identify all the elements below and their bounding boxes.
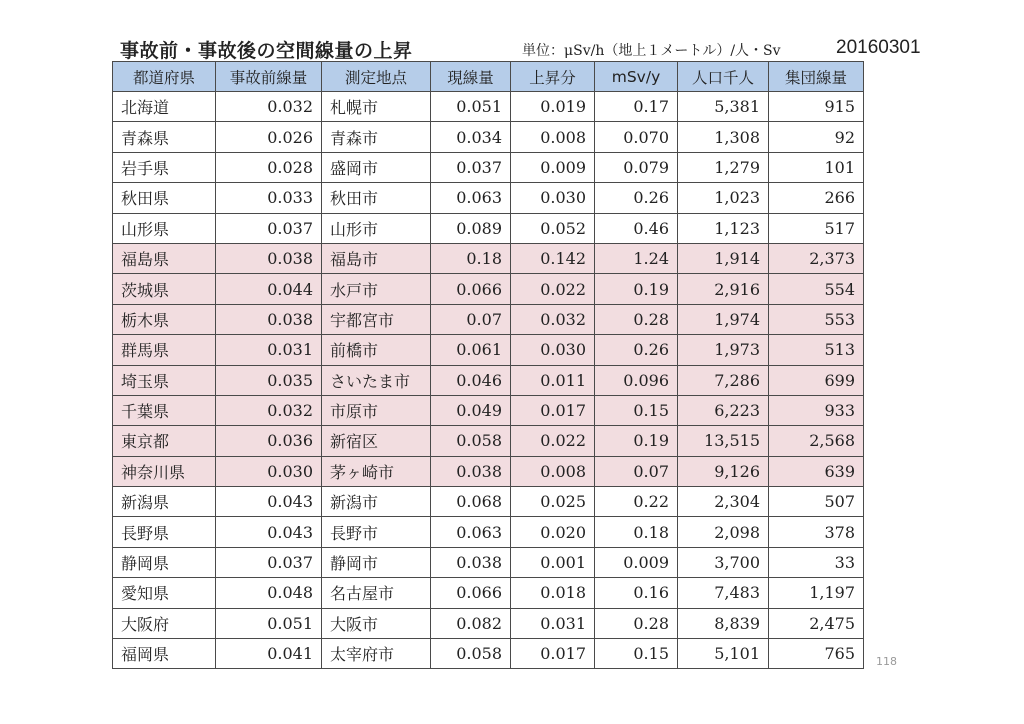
cell-current-dose: 0.038: [431, 456, 511, 486]
cell-before-dose: 0.031: [216, 335, 322, 365]
cell-site: 大阪市: [322, 608, 431, 638]
cell-population: 13,515: [678, 426, 769, 456]
cell-rise: 0.030: [511, 335, 595, 365]
cell-current-dose: 0.063: [431, 517, 511, 547]
cell-population: 5,101: [678, 639, 769, 669]
dose-table: [112, 61, 864, 669]
cell-before-dose: 0.037: [216, 213, 322, 243]
cell-before-dose: 0.043: [216, 517, 322, 547]
cell-rise: 0.025: [511, 487, 595, 517]
header-population: 人口千人: [678, 62, 769, 92]
cell-site: 山形市: [322, 213, 431, 243]
cell-population: 1,023: [678, 183, 769, 213]
header-prefecture: 都道府県: [113, 62, 216, 92]
unit-label: 単位：μSv/h（地上１メートル）/人・Sv: [522, 43, 781, 59]
cell-before-dose: 0.037: [216, 547, 322, 577]
cell-rise: 0.008: [511, 456, 595, 486]
cell-population: 1,123: [678, 213, 769, 243]
cell-population: 3,700: [678, 547, 769, 577]
cell-msv-per-year: 1.24: [595, 243, 678, 273]
cell-msv-per-year: 0.19: [595, 274, 678, 304]
cell-msv-per-year: 0.28: [595, 304, 678, 334]
cell-site: 前橋市: [322, 335, 431, 365]
cell-site: 秋田市: [322, 183, 431, 213]
cell-current-dose: 0.058: [431, 426, 511, 456]
cell-collective-dose: 553: [769, 304, 864, 334]
cell-prefecture: 千葉県: [113, 395, 216, 425]
cell-prefecture: 北海道: [113, 92, 216, 122]
cell-current-dose: 0.089: [431, 213, 511, 243]
cell-collective-dose: 554: [769, 274, 864, 304]
cell-current-dose: 0.061: [431, 335, 511, 365]
table-row: [113, 365, 864, 395]
cell-current-dose: 0.058: [431, 639, 511, 669]
cell-rise: 0.009: [511, 152, 595, 182]
cell-current-dose: 0.068: [431, 487, 511, 517]
cell-site: 茅ヶ崎市: [322, 456, 431, 486]
table-row: [113, 213, 864, 243]
cell-site: 青森市: [322, 122, 431, 152]
cell-before-dose: 0.032: [216, 92, 322, 122]
page-title: 事故前・事故後の空間線量の上昇: [120, 40, 413, 62]
table-row: [113, 578, 864, 608]
cell-collective-dose: 266: [769, 183, 864, 213]
cell-site: 札幌市: [322, 92, 431, 122]
table-body: [113, 92, 864, 669]
cell-before-dose: 0.028: [216, 152, 322, 182]
cell-rise: 0.022: [511, 274, 595, 304]
table-row: [113, 304, 864, 334]
cell-msv-per-year: 0.28: [595, 608, 678, 638]
cell-before-dose: 0.048: [216, 578, 322, 608]
cell-site: 市原市: [322, 395, 431, 425]
cell-prefecture: 静岡県: [113, 547, 216, 577]
cell-site: 宇都宮市: [322, 304, 431, 334]
cell-prefecture: 東京都: [113, 426, 216, 456]
cell-prefecture: 長野県: [113, 517, 216, 547]
cell-site: 盛岡市: [322, 152, 431, 182]
cell-site: 名古屋市: [322, 578, 431, 608]
cell-population: 2,304: [678, 487, 769, 517]
cell-site: 福島市: [322, 243, 431, 273]
cell-current-dose: 0.049: [431, 395, 511, 425]
cell-before-dose: 0.043: [216, 487, 322, 517]
table-row: [113, 639, 864, 669]
cell-prefecture: 群馬県: [113, 335, 216, 365]
cell-population: 7,286: [678, 365, 769, 395]
cell-population: 6,223: [678, 395, 769, 425]
cell-prefecture: 福岡県: [113, 639, 216, 669]
cell-current-dose: 0.051: [431, 92, 511, 122]
cell-current-dose: 0.07: [431, 304, 511, 334]
cell-site: さいたま市: [322, 365, 431, 395]
cell-site: 新宿区: [322, 426, 431, 456]
cell-collective-dose: 2,475: [769, 608, 864, 638]
table-row: [113, 456, 864, 486]
cell-population: 1,973: [678, 335, 769, 365]
cell-collective-dose: 101: [769, 152, 864, 182]
cell-before-dose: 0.038: [216, 304, 322, 334]
cell-rise: 0.017: [511, 639, 595, 669]
cell-collective-dose: 765: [769, 639, 864, 669]
table-row: [113, 608, 864, 638]
cell-msv-per-year: 0.079: [595, 152, 678, 182]
table-row: [113, 122, 864, 152]
cell-collective-dose: 378: [769, 517, 864, 547]
cell-prefecture: 愛知県: [113, 578, 216, 608]
header-msv-per-year: mSv/y: [595, 62, 678, 92]
cell-msv-per-year: 0.096: [595, 365, 678, 395]
cell-current-dose: 0.066: [431, 578, 511, 608]
cell-rise: 0.022: [511, 426, 595, 456]
table-row: [113, 547, 864, 577]
cell-collective-dose: 2,568: [769, 426, 864, 456]
cell-prefecture: 栃木県: [113, 304, 216, 334]
cell-prefecture: 岩手県: [113, 152, 216, 182]
cell-before-dose: 0.036: [216, 426, 322, 456]
cell-rise: 0.031: [511, 608, 595, 638]
cell-msv-per-year: 0.070: [595, 122, 678, 152]
cell-collective-dose: 33: [769, 547, 864, 577]
cell-collective-dose: 699: [769, 365, 864, 395]
cell-population: 8,839: [678, 608, 769, 638]
cell-msv-per-year: 0.07: [595, 456, 678, 486]
cell-population: 2,098: [678, 517, 769, 547]
cell-msv-per-year: 0.15: [595, 395, 678, 425]
cell-msv-per-year: 0.16: [595, 578, 678, 608]
cell-msv-per-year: 0.26: [595, 183, 678, 213]
cell-before-dose: 0.051: [216, 608, 322, 638]
cell-before-dose: 0.033: [216, 183, 322, 213]
cell-collective-dose: 1,197: [769, 578, 864, 608]
cell-current-dose: 0.034: [431, 122, 511, 152]
cell-msv-per-year: 0.18: [595, 517, 678, 547]
cell-population: 5,381: [678, 92, 769, 122]
page-number: 118: [876, 655, 897, 668]
cell-collective-dose: 92: [769, 122, 864, 152]
cell-site: 静岡市: [322, 547, 431, 577]
cell-prefecture: 青森県: [113, 122, 216, 152]
cell-current-dose: 0.082: [431, 608, 511, 638]
table-row: [113, 517, 864, 547]
table-row: [113, 183, 864, 213]
cell-prefecture: 山形県: [113, 213, 216, 243]
cell-current-dose: 0.037: [431, 152, 511, 182]
cell-msv-per-year: 0.15: [595, 639, 678, 669]
cell-rise: 0.020: [511, 517, 595, 547]
cell-before-dose: 0.026: [216, 122, 322, 152]
cell-current-dose: 0.038: [431, 547, 511, 577]
cell-rise: 0.032: [511, 304, 595, 334]
table-row: [113, 243, 864, 273]
cell-before-dose: 0.032: [216, 395, 322, 425]
cell-before-dose: 0.038: [216, 243, 322, 273]
cell-population: 1,974: [678, 304, 769, 334]
cell-population: 9,126: [678, 456, 769, 486]
cell-rise: 0.011: [511, 365, 595, 395]
cell-prefecture: 新潟県: [113, 487, 216, 517]
date-label: 20160301: [836, 37, 921, 58]
table-header: [113, 62, 864, 92]
cell-collective-dose: 639: [769, 456, 864, 486]
cell-current-dose: 0.046: [431, 365, 511, 395]
cell-before-dose: 0.035: [216, 365, 322, 395]
cell-collective-dose: 507: [769, 487, 864, 517]
cell-prefecture: 埼玉県: [113, 365, 216, 395]
cell-collective-dose: 2,373: [769, 243, 864, 273]
header-collective-dose: 集団線量: [769, 62, 864, 92]
table-row: [113, 92, 864, 122]
cell-collective-dose: 915: [769, 92, 864, 122]
cell-population: 1,914: [678, 243, 769, 273]
cell-rise: 0.001: [511, 547, 595, 577]
table-row: [113, 426, 864, 456]
cell-population: 1,308: [678, 122, 769, 152]
cell-msv-per-year: 0.009: [595, 547, 678, 577]
cell-population: 2,916: [678, 274, 769, 304]
cell-current-dose: 0.066: [431, 274, 511, 304]
cell-collective-dose: 513: [769, 335, 864, 365]
cell-collective-dose: 517: [769, 213, 864, 243]
cell-rise: 0.052: [511, 213, 595, 243]
cell-prefecture: 茨城県: [113, 274, 216, 304]
table-row: [113, 152, 864, 182]
cell-before-dose: 0.041: [216, 639, 322, 669]
header-current-dose: 現線量: [431, 62, 511, 92]
cell-collective-dose: 933: [769, 395, 864, 425]
cell-current-dose: 0.063: [431, 183, 511, 213]
cell-msv-per-year: 0.46: [595, 213, 678, 243]
cell-msv-per-year: 0.19: [595, 426, 678, 456]
table-row: [113, 274, 864, 304]
cell-rise: 0.008: [511, 122, 595, 152]
cell-site: 新潟市: [322, 487, 431, 517]
table-row: [113, 395, 864, 425]
cell-site: 長野市: [322, 517, 431, 547]
header-site: 測定地点: [322, 62, 431, 92]
cell-site: 太宰府市: [322, 639, 431, 669]
cell-prefecture: 秋田県: [113, 183, 216, 213]
cell-rise: 0.030: [511, 183, 595, 213]
header-rise: 上昇分: [511, 62, 595, 92]
cell-prefecture: 福島県: [113, 243, 216, 273]
cell-msv-per-year: 0.17: [595, 92, 678, 122]
cell-population: 1,279: [678, 152, 769, 182]
cell-before-dose: 0.030: [216, 456, 322, 486]
cell-population: 7,483: [678, 578, 769, 608]
table-row: [113, 487, 864, 517]
table-row: [113, 335, 864, 365]
header-before-dose: 事故前線量: [216, 62, 322, 92]
cell-prefecture: 神奈川県: [113, 456, 216, 486]
cell-site: 水戸市: [322, 274, 431, 304]
cell-msv-per-year: 0.22: [595, 487, 678, 517]
cell-current-dose: 0.18: [431, 243, 511, 273]
cell-before-dose: 0.044: [216, 274, 322, 304]
cell-rise: 0.017: [511, 395, 595, 425]
cell-rise: 0.142: [511, 243, 595, 273]
cell-prefecture: 大阪府: [113, 608, 216, 638]
cell-rise: 0.019: [511, 92, 595, 122]
cell-rise: 0.018: [511, 578, 595, 608]
cell-msv-per-year: 0.26: [595, 335, 678, 365]
